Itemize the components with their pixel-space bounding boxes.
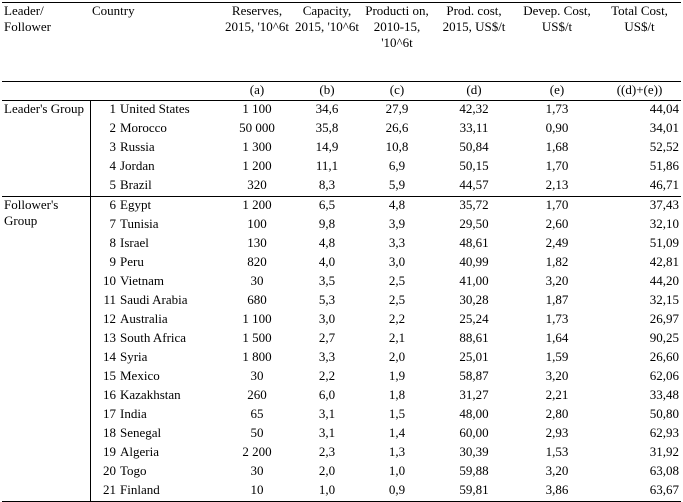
- total-cost-cell: 26,97: [649, 311, 679, 326]
- total-cost-cell: 44,04: [649, 101, 679, 116]
- rank-cell: 7: [90, 216, 118, 235]
- letter-e: (e): [549, 82, 565, 97]
- total-cost-cell: 51,09: [649, 235, 679, 250]
- capacity-cell: 9,8: [318, 216, 336, 231]
- letter-a: (a): [249, 82, 265, 97]
- prod-cost-cell: 59,81: [459, 482, 489, 497]
- rank-cell: 4: [90, 158, 118, 177]
- total-cost-cell: 51,86: [649, 158, 679, 173]
- country-cell: Tunisia: [120, 216, 159, 231]
- capacity-cell: 3,0: [318, 311, 336, 326]
- devep-cost-cell: 3,20: [545, 368, 569, 383]
- reserves-cell: 1 800: [242, 349, 272, 364]
- production-cell: 1,9: [388, 368, 406, 383]
- prod-cost-cell: 31,27: [459, 387, 489, 402]
- country-cell: United States: [120, 101, 190, 116]
- prod-cost-header: Prod. cost, 2015, US$/t: [442, 3, 506, 34]
- capacity-header: Capacity, 2015, '10^6t: [294, 3, 360, 34]
- table-row: [2, 311, 681, 330]
- country-cell: Mexico: [120, 368, 160, 383]
- production-cell: 2,1: [388, 330, 406, 345]
- devep-cost-cell: 1,53: [545, 444, 569, 459]
- prod-cost-cell: 44,57: [459, 177, 489, 192]
- total-cost-cell: 34,01: [649, 120, 679, 135]
- rank-cell: 10: [90, 273, 118, 292]
- country-cell: Brazil: [120, 177, 152, 192]
- prod-cost-cell: 48,61: [459, 235, 489, 250]
- devep-cost-cell: 2,13: [545, 177, 569, 192]
- devep-cost-cell: 1,68: [545, 139, 569, 154]
- total-cost-cell: 42,81: [649, 254, 679, 269]
- table-row: [2, 101, 681, 121]
- total-cost-cell: 52,52: [649, 139, 679, 154]
- group-label: Follower's Group: [4, 197, 59, 228]
- devep-cost-cell: 2,93: [545, 425, 569, 440]
- table-row: [2, 254, 681, 273]
- letter-total: ((d)+(e)): [616, 82, 663, 97]
- table-row: [2, 177, 681, 197]
- capacity-cell: 1,0: [318, 482, 336, 497]
- phosphate-producers-table: [2, 2, 681, 502]
- prod-cost-cell: 42,32: [459, 101, 489, 116]
- devep-cost-cell: 3,20: [545, 463, 569, 478]
- reserves-cell: 260: [247, 387, 267, 402]
- group-label: Leader's Group: [4, 101, 84, 116]
- country-cell: Russia: [120, 139, 155, 154]
- devep-cost-cell: 1,70: [545, 158, 569, 173]
- prod-cost-cell: 25,24: [459, 311, 489, 326]
- country-cell: Kazakhstan: [120, 387, 181, 402]
- devep-cost-cell: 1,70: [545, 197, 569, 212]
- country-cell: Saudi Arabia: [120, 292, 188, 307]
- rank-cell: 21: [90, 482, 118, 502]
- reserves-cell: 10: [250, 482, 264, 497]
- capacity-cell: 34,6: [315, 101, 339, 116]
- table-row: [2, 235, 681, 254]
- group-1: [2, 197, 681, 502]
- reserves-cell: 820: [247, 254, 267, 269]
- rank-cell: 5: [90, 177, 118, 197]
- table-row: [2, 444, 681, 463]
- production-cell: 1,5: [388, 406, 406, 421]
- reserves-cell: 65: [250, 406, 264, 421]
- capacity-cell: 3,5: [318, 273, 336, 288]
- country-cell: Senegal: [120, 425, 162, 440]
- total-cost-cell: 26,60: [649, 349, 679, 364]
- rank-cell: 17: [90, 406, 118, 425]
- table-row: [2, 387, 681, 406]
- production-cell: 3,9: [388, 216, 406, 231]
- prod-cost-cell: 30,28: [459, 292, 489, 307]
- prod-cost-cell: 41,00: [459, 273, 489, 288]
- capacity-cell: 2,3: [318, 444, 336, 459]
- letter-b: (b): [319, 82, 335, 97]
- country-cell: Finland: [120, 482, 160, 497]
- reserves-cell: 1 300: [242, 139, 272, 154]
- rank-cell: 18: [90, 425, 118, 444]
- letter-d: (d): [466, 82, 482, 97]
- reserves-cell: 30: [250, 273, 264, 288]
- capacity-cell: 4,8: [318, 235, 336, 250]
- rank-cell: 20: [90, 463, 118, 482]
- rank-cell: 12: [90, 311, 118, 330]
- table-row: [2, 406, 681, 425]
- devep-cost-cell: 1,87: [545, 292, 569, 307]
- production-cell: 6,9: [388, 158, 406, 173]
- total-cost-cell: 90,25: [649, 330, 679, 345]
- prod-cost-cell: 58,87: [459, 368, 489, 383]
- production-cell: 4,8: [388, 197, 406, 212]
- table-row: [2, 216, 681, 235]
- reserves-cell: 1 200: [242, 197, 272, 212]
- devep-cost-cell: 2,21: [545, 387, 569, 402]
- table-row: [2, 463, 681, 482]
- capacity-cell: 5,3: [318, 292, 336, 307]
- reserves-cell: 50: [250, 425, 264, 440]
- prod-cost-cell: 33,11: [459, 120, 489, 135]
- capacity-cell: 2,2: [318, 368, 336, 383]
- prod-cost-cell: 60,00: [459, 425, 489, 440]
- rank-cell: 9: [90, 254, 118, 273]
- total-cost-cell: 44,20: [649, 273, 679, 288]
- header-row: [2, 3, 681, 82]
- reserves-cell: 1 100: [242, 311, 272, 326]
- table-row: [2, 120, 681, 139]
- rank-cell: 1: [90, 101, 118, 121]
- capacity-cell: 3,1: [318, 425, 336, 440]
- total-cost-cell: 32,15: [649, 292, 679, 307]
- table-row: [2, 292, 681, 311]
- capacity-cell: 35,8: [315, 120, 339, 135]
- devep-cost-cell: 2,80: [545, 406, 569, 421]
- prod-cost-cell: 59,88: [459, 463, 489, 478]
- prod-cost-cell: 50,84: [459, 139, 489, 154]
- rank-cell: 16: [90, 387, 118, 406]
- country-cell: Morocco: [120, 120, 167, 135]
- devep-cost-cell: 1,82: [545, 254, 569, 269]
- reserves-cell: 1 200: [242, 158, 272, 173]
- devep-cost-cell: 2,60: [545, 216, 569, 231]
- country-cell: Jordan: [120, 158, 155, 173]
- devep-cost-cell: 0,90: [545, 120, 569, 135]
- devep-cost-cell: 1,73: [545, 311, 569, 326]
- reserves-cell: 100: [247, 216, 267, 231]
- table-row: [2, 330, 681, 349]
- total-cost-cell: 62,06: [649, 368, 679, 383]
- table-row: [2, 482, 681, 502]
- prod-cost-cell: 48,00: [459, 406, 489, 421]
- prod-cost-cell: 35,72: [459, 197, 489, 212]
- prod-cost-cell: 25,01: [459, 349, 489, 364]
- capacity-cell: 14,9: [315, 139, 339, 154]
- production-header: Producti on, 2010-15, '10^6t: [365, 3, 429, 50]
- leader-follower-header: Leader/ Follower: [4, 3, 51, 34]
- rank-cell: 15: [90, 368, 118, 387]
- production-cell: 1,8: [388, 387, 406, 402]
- reserves-cell: 30: [250, 368, 264, 383]
- total-cost-cell: 46,71: [649, 177, 679, 192]
- devep-cost-cell: 1,59: [545, 349, 569, 364]
- production-cell: 1,0: [388, 463, 406, 478]
- reserves-cell: 680: [247, 292, 267, 307]
- prod-cost-cell: 88,61: [459, 330, 489, 345]
- country-cell: Egypt: [120, 197, 152, 212]
- capacity-cell: 2,7: [318, 330, 336, 345]
- total-cost-cell: 33,48: [649, 387, 679, 402]
- devep-cost-cell: 1,64: [545, 330, 569, 345]
- country-cell: South Africa: [120, 330, 187, 345]
- country-header: Country: [92, 3, 135, 18]
- capacity-cell: 6,5: [318, 197, 336, 212]
- production-cell: 2,5: [388, 292, 406, 307]
- reserves-cell: 30: [250, 463, 264, 478]
- reserves-cell: 2 200: [242, 444, 272, 459]
- total-cost-cell: 50,80: [649, 406, 679, 421]
- capacity-cell: 3,3: [318, 349, 336, 364]
- devep-cost-cell: 1,73: [545, 101, 569, 116]
- production-cell: 2,2: [388, 311, 406, 326]
- country-cell: Peru: [120, 254, 144, 269]
- capacity-cell: 2,0: [318, 463, 336, 478]
- capacity-cell: 4,0: [318, 254, 336, 269]
- production-cell: 5,9: [388, 177, 406, 192]
- table-row: [2, 197, 681, 217]
- production-cell: 1,4: [388, 425, 406, 440]
- total-cost-cell: 63,08: [649, 463, 679, 478]
- rank-cell: 13: [90, 330, 118, 349]
- production-cell: 3,0: [388, 254, 406, 269]
- capacity-cell: 11,1: [315, 158, 339, 173]
- devep-cost-cell: 2,49: [545, 235, 569, 250]
- column-letter-row: [2, 82, 681, 101]
- production-cell: 10,8: [385, 139, 409, 154]
- table-row: [2, 425, 681, 444]
- reserves-cell: 50 000: [239, 120, 275, 135]
- letter-c: (c): [389, 82, 405, 97]
- total-cost-cell: 32,10: [649, 216, 679, 231]
- devep-cost-header: Devep. Cost, US$/t: [523, 3, 591, 34]
- devep-cost-cell: 3,86: [545, 482, 569, 497]
- capacity-cell: 3,1: [318, 406, 336, 421]
- production-cell: 1,3: [388, 444, 406, 459]
- table-row: [2, 349, 681, 368]
- rank-cell: 19: [90, 444, 118, 463]
- production-cell: 2,5: [388, 273, 406, 288]
- total-cost-cell: 63,67: [649, 482, 679, 497]
- total-cost-header: Total Cost, US$/t: [611, 3, 668, 34]
- rank-cell: 8: [90, 235, 118, 254]
- rank-cell: 6: [90, 197, 118, 217]
- country-cell: Israel: [120, 235, 149, 250]
- rank-cell: 14: [90, 349, 118, 368]
- table-row: [2, 273, 681, 292]
- country-cell: Algeria: [120, 444, 159, 459]
- capacity-cell: 6,0: [318, 387, 336, 402]
- country-cell: Australia: [120, 311, 168, 326]
- country-cell: Togo: [120, 463, 147, 478]
- reserves-cell: 320: [247, 177, 267, 192]
- prod-cost-cell: 29,50: [459, 216, 489, 231]
- prod-cost-cell: 40,99: [459, 254, 489, 269]
- rank-cell: 2: [90, 120, 118, 139]
- group-0: [2, 101, 681, 197]
- reserves-cell: 1 500: [242, 330, 272, 345]
- capacity-cell: 8,3: [318, 177, 336, 192]
- devep-cost-cell: 3,20: [545, 273, 569, 288]
- rank-cell: 3: [90, 139, 118, 158]
- table-row: [2, 368, 681, 387]
- prod-cost-cell: 50,15: [459, 158, 489, 173]
- rank-cell: 11: [90, 292, 118, 311]
- reserves-cell: 130: [247, 235, 267, 250]
- total-cost-cell: 62,93: [649, 425, 679, 440]
- country-cell: India: [120, 406, 147, 421]
- production-cell: 0,9: [388, 482, 406, 497]
- reserves-header: Reserves, 2015, '10^6t: [224, 3, 290, 34]
- table-row: [2, 158, 681, 177]
- total-cost-cell: 37,43: [649, 197, 679, 212]
- reserves-cell: 1 100: [242, 101, 272, 116]
- production-cell: 26,6: [385, 120, 409, 135]
- country-cell: Vietnam: [120, 273, 164, 288]
- production-cell: 3,3: [388, 235, 406, 250]
- production-cell: 2,0: [388, 349, 406, 364]
- production-cell: 27,9: [385, 101, 409, 116]
- table-row: [2, 139, 681, 158]
- prod-cost-cell: 30,39: [459, 444, 489, 459]
- country-cell: Syria: [120, 349, 148, 364]
- total-cost-cell: 31,92: [649, 444, 679, 459]
